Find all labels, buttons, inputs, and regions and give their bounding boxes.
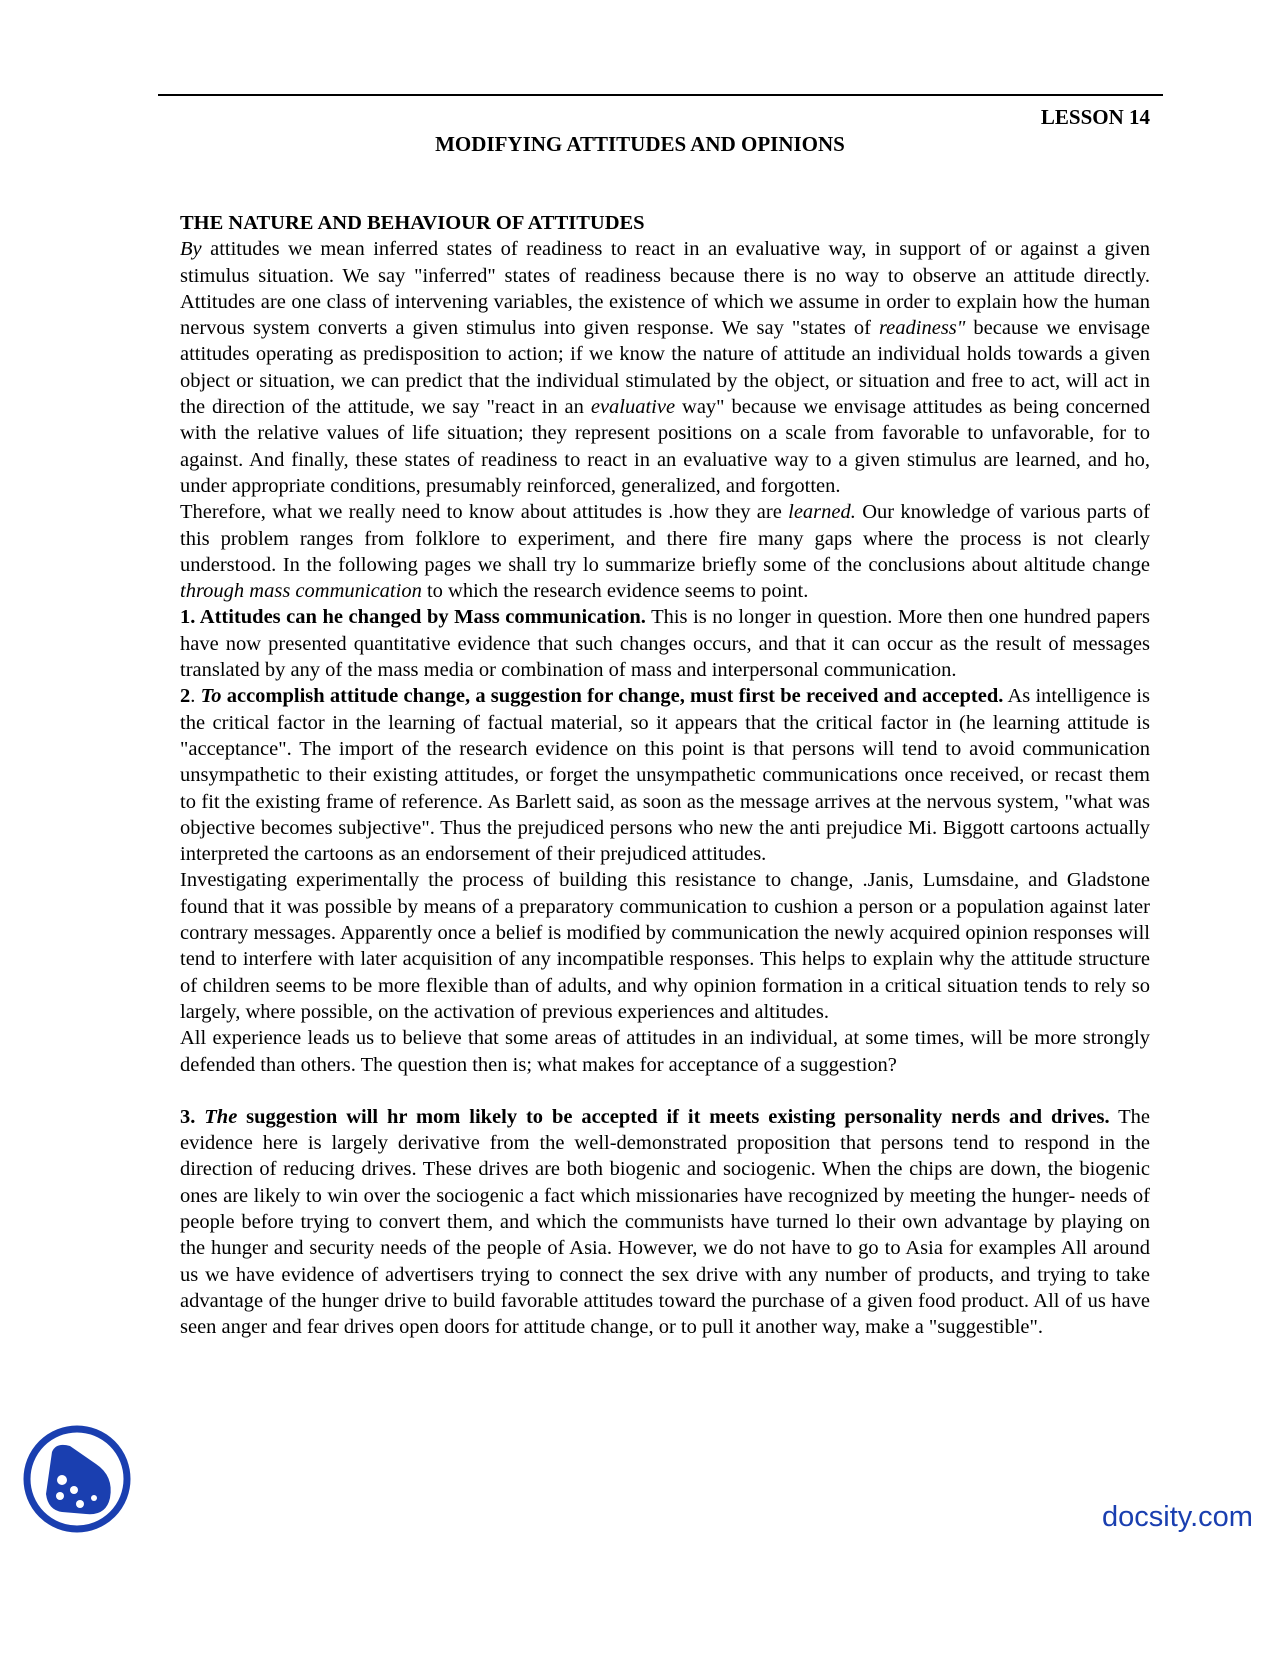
italic-text: learned. (788, 501, 856, 524)
point-number: 3. (180, 1105, 205, 1128)
header-rule (158, 94, 1163, 96)
paragraph-attitudes-definition (180, 236, 1150, 499)
point-number: 2 (180, 685, 191, 708)
point-heading: 1. Attitudes can he changed by Mass communication. (180, 606, 646, 629)
body-text: Our knowledge of various parts of this problem ranges from folklore to experiment, and there fire many gaps where the process is not clearly understood. In the following pages we shall try lo summarize briefly some of the conclusions about altitude change (180, 501, 1150, 576)
italic-text: readiness" (878, 317, 966, 340)
paragraph-point-3 (180, 1104, 1150, 1341)
docsity-brand-link[interactable]: docsity.com (1102, 1501, 1253, 1533)
body-text: This is no longer in question. More then one hundred papers have now presented quantitative evidence that such changes occurs, and that it can occur as the result of messages translated by any of the mass media or combination of mass and interpersonal communication. (180, 606, 1150, 682)
body-text: to which the research evidence seems to point. (421, 580, 809, 603)
italic-text: evaluative (590, 396, 676, 419)
docsity-logo-icon (22, 1424, 132, 1534)
paragraph-spacer (180, 1078, 1150, 1104)
paragraph-resistance: Investigating experimentally the process of building this resistance to change, .Janis, Lumsdaine, and Gladstone found that it was possible by means of a preparatory communication to cushion a person or a population against later contrary messages. Apparently once a belief is modified by communication the newly acquired opinion responses will tend to interfere with later acquisition of any incompatible responses. This helps to explain why the attitude structure of children seems to be more flexible than of adults, and why opinion formation in a critical situation tends to rely so largely, where possible, on the activation of previous experiences and altitudes. (180, 869, 1150, 1023)
paragraph-acceptance-question: All experience leads us to believe that some areas of attitudes in an individual, at some times, will be more strongly defended than others. The question then is; what makes for acceptance of a suggestion? (180, 1027, 1150, 1076)
body-text: way" because we envisage attitudes as being concerned with the relative values of life situation; they represent positions on a scale from favorable to unfavorable, for to against. And finally, these states of readiness to react in an evaluative way to a given stimulus are learned, and ho, under appropriate conditions, presumably reinforced, generalized, and forgotten. (180, 396, 1150, 497)
point-heading: accomplish attitude change, a suggestion for change, must first be received and accepted. (221, 685, 1004, 708)
body-text: As intelligence is the critical factor in the learning of factual material, so it appears that the critical factor in (he learning attitude is "acceptance". The import of the research evidence on this point is that persons will tend to avoid communication unsympathetic to their existing attitudes, or forget the unsympathetic communications once received, or recast them to fit the existing frame of reference. As Barlett said, as soon as the message arrives at the nervous system, "what was objective becomes subjective". Thus the prejudiced persons who new the anti prejudice Mi. Biggott cartoons actually interpreted the cartoons as an endorsement of their prejudiced attitudes. (180, 685, 1151, 866)
section-heading: THE NATURE AND BEHAVIOUR OF ATTITUDES (180, 212, 645, 234)
point-heading: suggestion will hr mom likely to be accepted if it meets existing personality nerds and drives. (237, 1105, 1110, 1128)
body-text: attitudes we mean inferred states of readiness to react in an evaluative way, in support of or against a given stimulus situation. We say "inferred" states of readiness because there is no way to observe an attitude directly. Attitudes are one class of intervening variables, the existence of which we assume in order to explain how the human nervous system converts a given stimulus into given response. We say "states of (180, 238, 1150, 340)
document-body (180, 210, 1150, 1340)
paragraph-learning (180, 499, 1150, 604)
italic-bold-text: The (204, 1105, 238, 1128)
page-title: MODIFYING ATTITUDES AND OPINIONS (435, 132, 845, 156)
body-text: Therefore, what we really need to know about attitudes is .how they are (180, 501, 789, 524)
body-text: The evidence here is largely derivative from the well-demonstrated proposition that persons tend to respond in the direction of reducing drives. These drives are both biogenic and sociogenic. When the chips are down, the biogenic ones are likely to win over the sociogenic a fact which missionaries have recognized by meeting the hunger- needs of people before trying to convert them, and which the communists have turned lo their own advantage by playing on the hunger and security needs of the people of Asia. However, we do not have to go to Asia for examples All around us we have evidence of advertisers trying to connect the sex drive with any number of products, and trying to take advantage of the hunger drive to build favorable attitudes toward the purchase of a given food product. All of us have seen anger and fear drives open doors for attitude change, or to pull it another way, make a "suggestible". (180, 1105, 1150, 1339)
body-text: because we envisage attitudes operating as predisposition to action; if we know the nature of attitude an individual holds towards a given object or situation, we can predict that the individual stimulated by the object, or situation and free to act, will act in the direction of the attitude, we say "react in an (180, 317, 1150, 419)
paragraph-point-1 (180, 604, 1150, 683)
paragraph-point-2 (180, 683, 1150, 867)
italic-bold-text: To (200, 685, 222, 708)
body-text: . (190, 685, 201, 708)
lesson-number: LESSON 14 (1040, 105, 1150, 129)
italic-text: By (180, 238, 202, 261)
italic-text: through mass communication (180, 580, 422, 603)
